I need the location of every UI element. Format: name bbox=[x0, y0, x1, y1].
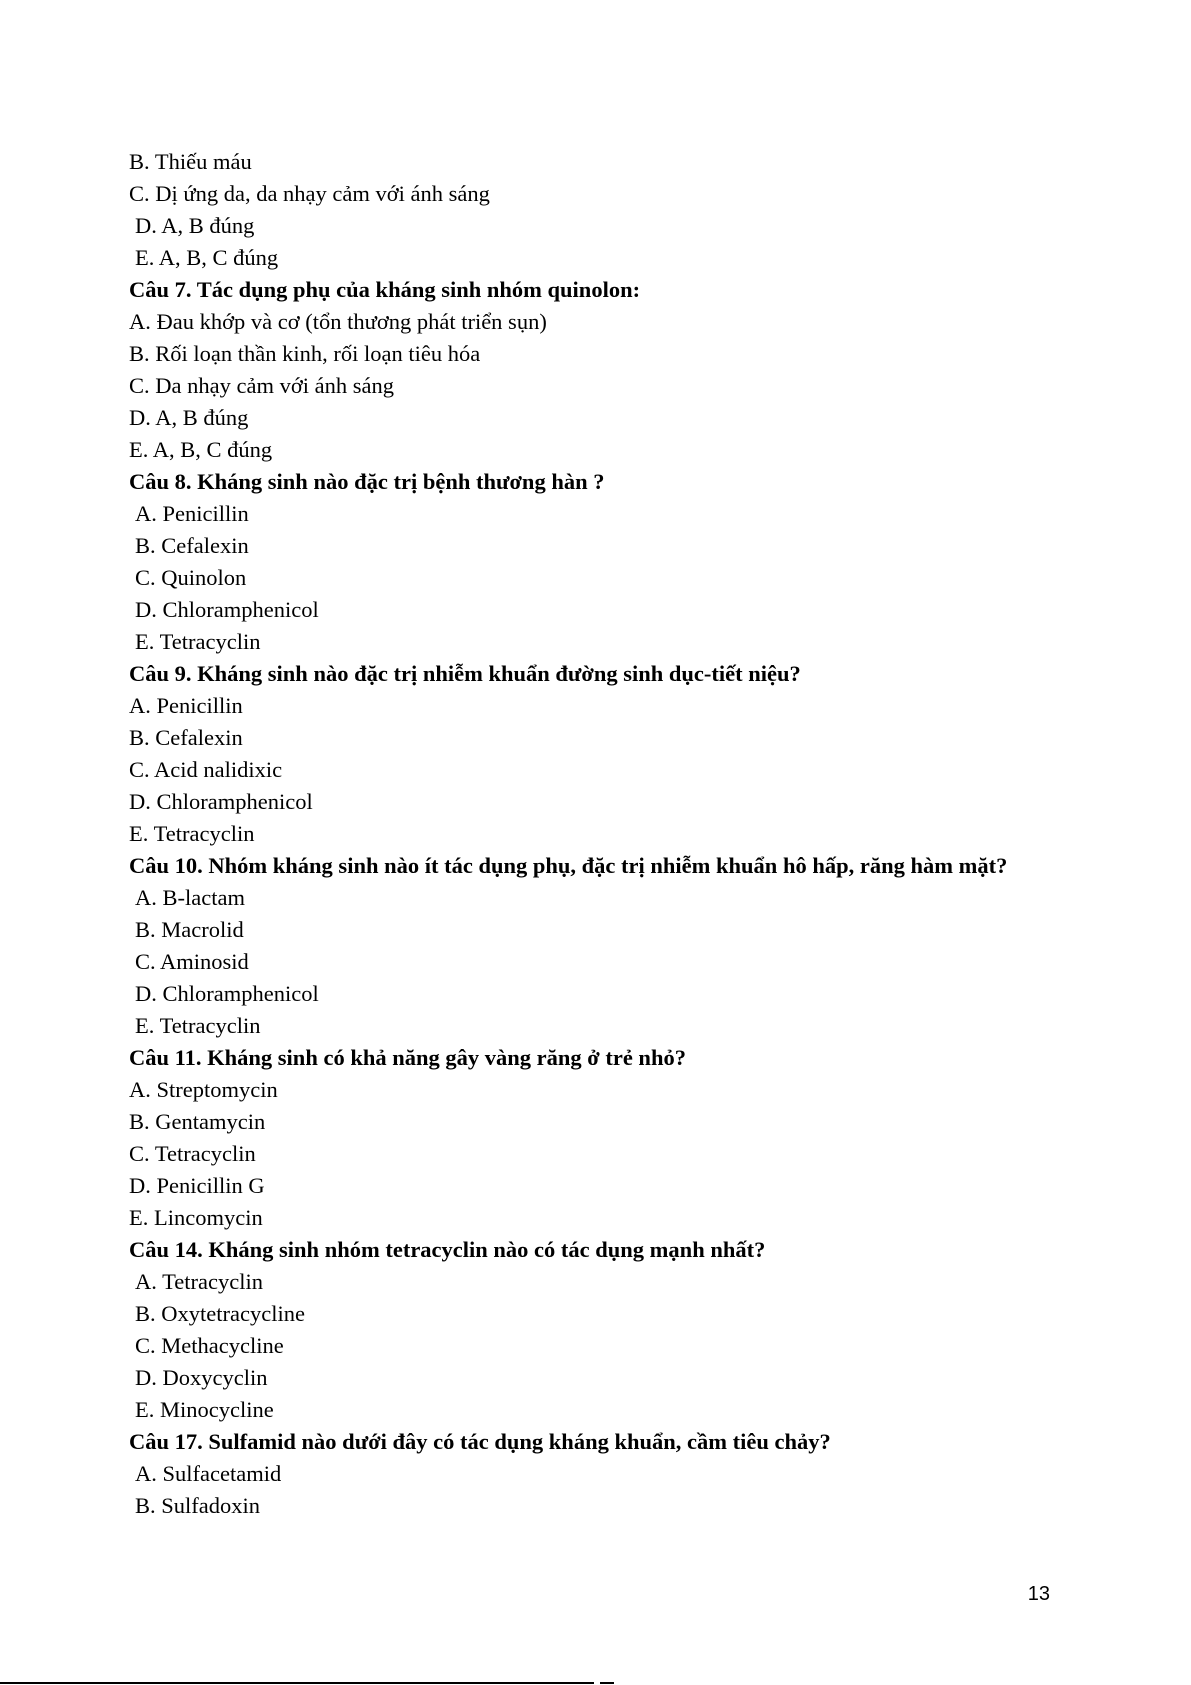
option-line: D. A, B đúng bbox=[135, 213, 255, 238]
option-line: C. Methacycline bbox=[135, 1333, 284, 1358]
question-title: Câu 7. Tác dụng phụ của kháng sinh nhóm quinolon: bbox=[129, 277, 641, 302]
option-line: B. Sulfadoxin bbox=[135, 1493, 261, 1518]
question-title: Câu 10. Nhóm kháng sinh nào ít tác dụng phụ, đặc trị nhiễm khuẩn hô hấp, răng hàm mặt? bbox=[129, 853, 1008, 878]
option-line: E. Lincomycin bbox=[129, 1205, 263, 1230]
option-line: A. Đau khớp và cơ (tổn thương phát triển sụn) bbox=[129, 309, 547, 334]
option-line: D. Penicillin G bbox=[129, 1173, 265, 1198]
option-line: E. Tetracyclin bbox=[129, 821, 255, 846]
option-line: D. Chloramphenicol bbox=[135, 597, 319, 622]
option-line: B. Macrolid bbox=[135, 917, 244, 942]
page-number: 13 bbox=[1027, 1583, 1050, 1605]
option-line: E. Minocycline bbox=[135, 1397, 274, 1422]
option-line: B. Gentamycin bbox=[129, 1109, 266, 1134]
option-line: C. Tetracyclin bbox=[129, 1141, 256, 1166]
option-line: C. Quinolon bbox=[135, 565, 247, 590]
option-line: D. Chloramphenicol bbox=[129, 789, 313, 814]
option-line: C. Da nhạy cảm với ánh sáng bbox=[129, 373, 394, 398]
option-line: E. A, B, C đúng bbox=[135, 245, 279, 270]
option-line: A. Tetracyclin bbox=[135, 1269, 263, 1294]
question-title: Câu 9. Kháng sinh nào đặc trị nhiễm khuẩn đường sinh dục-tiết niệu? bbox=[129, 661, 801, 686]
option-line: B. Oxytetracycline bbox=[135, 1301, 305, 1326]
option-line: D. Doxycyclin bbox=[135, 1365, 268, 1390]
option-line: A. Sulfacetamid bbox=[135, 1461, 282, 1486]
bottom-divider-segment bbox=[600, 1682, 614, 1684]
option-line: B. Cefalexin bbox=[129, 725, 243, 750]
option-line: A. Penicillin bbox=[135, 501, 249, 526]
question-title: Câu 11. Kháng sinh có khả năng gây vàng răng ở trẻ nhỏ? bbox=[129, 1045, 686, 1070]
option-line: B. Rối loạn thần kinh, rối loạn tiêu hóa bbox=[129, 341, 481, 366]
option-line: E. Tetracyclin bbox=[135, 1013, 261, 1038]
option-line: C. Acid nalidixic bbox=[129, 757, 283, 782]
question-title: Câu 14. Kháng sinh nhóm tetracyclin nào có tác dụng mạnh nhất? bbox=[129, 1237, 766, 1262]
option-line: A. Penicillin bbox=[129, 693, 243, 718]
option-line: C. Dị ứng da, da nhạy cảm với ánh sáng bbox=[129, 181, 490, 206]
option-line: D. Chloramphenicol bbox=[135, 981, 319, 1006]
option-line: E. A, B, C đúng bbox=[129, 437, 273, 462]
option-line: A. Streptomycin bbox=[129, 1077, 278, 1102]
option-line: D. A, B đúng bbox=[129, 405, 249, 430]
question-title: Câu 8. Kháng sinh nào đặc trị bệnh thương hàn ? bbox=[129, 469, 605, 494]
option-line: E. Tetracyclin bbox=[135, 629, 261, 654]
option-line: B. Cefalexin bbox=[135, 533, 249, 558]
option-line: C. Aminosid bbox=[135, 949, 249, 974]
option-line: B. Thiếu máu bbox=[129, 149, 252, 174]
page-content bbox=[129, 146, 1063, 1522]
option-line: A. B-lactam bbox=[135, 885, 245, 910]
question-title: Câu 17. Sulfamid nào dưới đây có tác dụng kháng khuẩn, cầm tiêu chảy? bbox=[129, 1429, 831, 1454]
bottom-divider bbox=[0, 1682, 594, 1684]
